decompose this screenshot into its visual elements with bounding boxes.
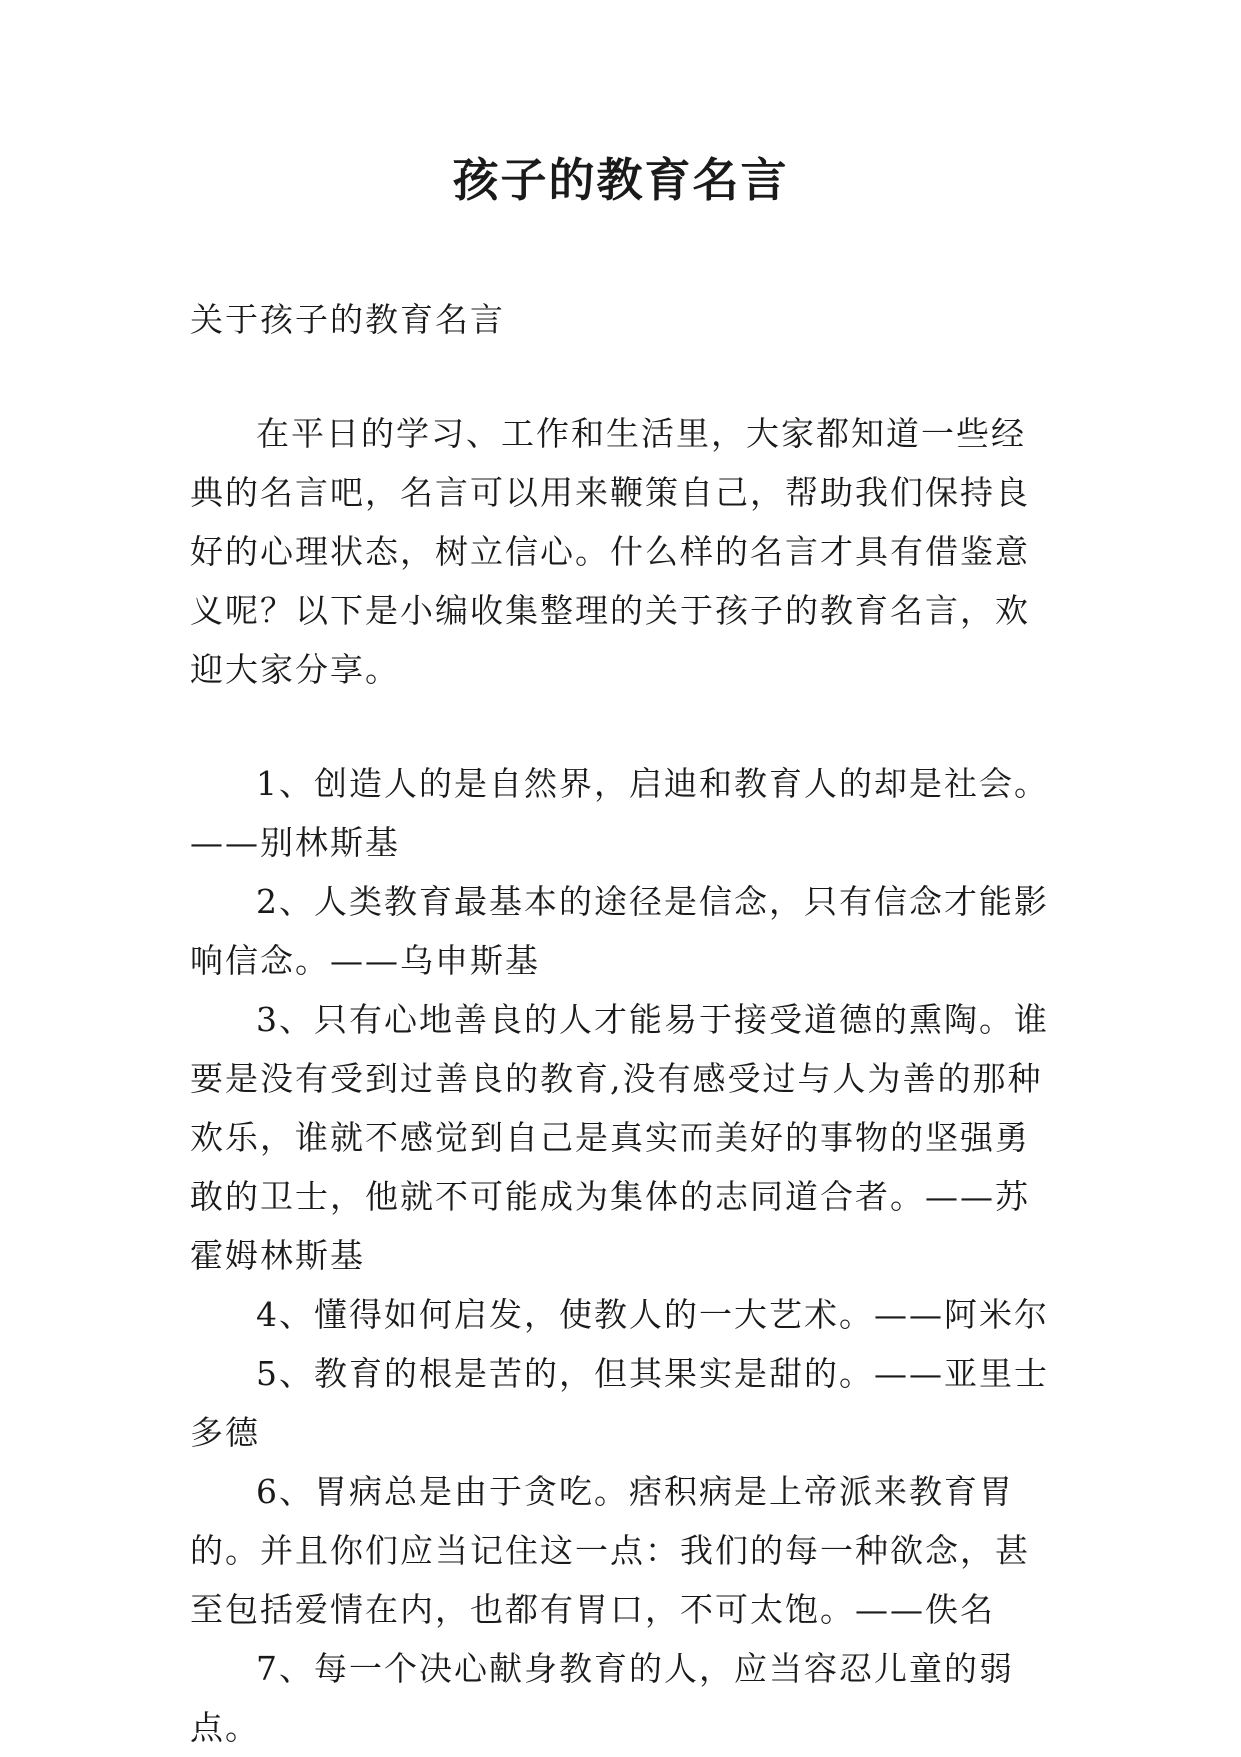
quote-item: 7、每一个决心献身教育的人，应当容忍儿童的弱点。 [190, 1649, 1014, 1747]
document-body [190, 290, 1050, 1757]
document-subtitle: 关于孩子的教育名言 [190, 300, 505, 339]
document-title: 孩子的教育名言 [452, 153, 789, 207]
quote-item: 2、人类教育最基本的途径是信念，只有信念才能影响信念。——乌申斯基 [190, 882, 1049, 980]
quote-item: 3、只有心地善良的人才能易于接受道德的熏陶。谁要是没有受到过善良的教育,没有感受过与人为善的那种欢乐，谁就不感觉到自己是真实而美好的事物的坚强勇敢的卫士，他就不可能成为集体的志同道合者。——苏霍姆林斯基 [190, 1000, 1049, 1275]
quote-item: 4、懂得如何启发，使教人的一大艺术。——阿米尔 [256, 1295, 1049, 1334]
quote-item: 1、创造人的是自然界，启迪和教育人的却是社会。——别林斯基 [190, 764, 1049, 862]
quote-item: 6、胃病总是由于贪吃。痞积病是上帝派来教育胃的。并且你们应当记住这一点：我们的每一种欲念，甚至包括爱情在内，也都有胃口，不可太饱。——佚名 [190, 1472, 1030, 1629]
quote-item: 5、教育的根是苦的，但其果实是甜的。——亚里士多德 [190, 1354, 1049, 1452]
intro-paragraph: 在平日的学习、工作和生活里，大家都知道一些经典的名言吧，名言可以用来鞭策自己，帮助我们保持良好的心理状态，树立信心。什么样的名言才具有借鉴意义呢？以下是小编收集整理的关于孩子的教育名言，欢迎大家分享。 [190, 414, 1030, 689]
